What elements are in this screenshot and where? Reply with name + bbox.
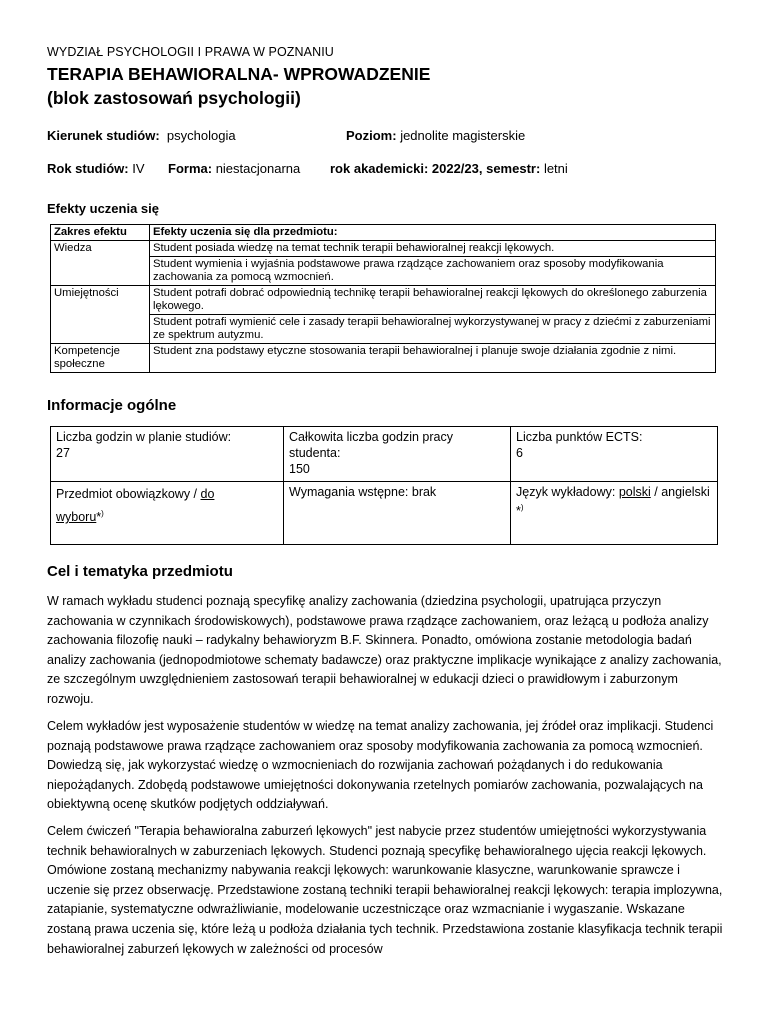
row-label-umiejetnosci: Umiejętności <box>51 286 150 344</box>
paragraph-lecture-scope: W ramach wykładu studenci poznają specyfikę analizy zachowania (dziedzina psychologii, upatrująca przyczyn zachowania w czynnikach środowiskowych), podstawowe prawa rządzące zachowaniem, oraz leżącą u podłoża analizy zachowania filozofię nauki – radykalny behawioryzm B.F. Skinnera. Ponadto, omówiona zostanie metodologia badań analizy zachowania (jednopodmiotowe schematy badawcze) oraz praktyczne implikacje wynikające z analizy zachowania, ze szczególnym uwzględnieniem zastosowań terapii behawioralnej w edukacji dzieci o prawidłowym i zaburzonym rozwoju. <box>47 594 722 706</box>
outcome-cell: Student zna podstawy etyczne stosowania terapii behawioralnej i planuje swoje działania zgodnie z nimi. <box>150 344 716 373</box>
poziom-value: jednolite magisterskie <box>400 128 526 143</box>
faculty-name: WYDZIAŁ PSYCHOLOGII I PRAWA W POZNANIU <box>47 45 334 59</box>
akad-value: letni <box>543 161 568 176</box>
language-star: * <box>516 504 521 519</box>
efekty-heading: Efekty uczenia się <box>47 201 159 216</box>
kierunek-label: Kierunek studiów: <box>47 128 160 143</box>
table-row <box>51 344 716 373</box>
total-hours-cell <box>284 427 511 482</box>
outcome-cell: Student wymienia i wyjaśnia podstawowe prawa rządzące zachowaniem oraz sposoby modyfikowania zachowania za pomocą wzmocnień. <box>150 257 716 286</box>
language-label: Język wykładowy: <box>516 485 619 499</box>
course-type-do: do <box>200 487 215 501</box>
table-header-row <box>51 225 716 241</box>
course-title: TERAPIA BEHAWIORALNA- WPROWADZENIE <box>47 64 431 84</box>
rok-field <box>47 161 145 176</box>
rok-label: Rok studiów: <box>47 161 129 176</box>
forma-value: niestacjonarna <box>215 161 301 176</box>
outcome-cell: Student potrafi wymienić cele i zasady terapii behawioralnej wykorzystywanej w pracy z dziećmi z zaburzeniami ze spektrum autyzmu. <box>150 315 716 344</box>
outcome-cell: Student posiada wiedzę na temat technik terapii behawioralnej reakcji lękowych. <box>150 241 716 257</box>
table-row <box>51 286 716 315</box>
outcome-cell: Student potrafi dobrać odpowiednią technikę terapii behawioralnej reakcji lękowych do określonego zaburzenia lękowego. <box>150 286 716 315</box>
row-label-kompetencje: Kompetencje społeczne <box>51 344 150 373</box>
akad-field <box>330 161 568 176</box>
language-polski: polski <box>618 485 651 499</box>
total-hours-value: 150 <box>289 462 310 476</box>
course-type-text: Przedmiot obowiązkowy / <box>56 487 201 501</box>
poziom-field <box>346 128 525 143</box>
language-cell <box>511 482 718 545</box>
hours-value: 27 <box>56 446 70 460</box>
rok-value: IV <box>132 161 145 176</box>
course-subtitle: (blok zastosowań psychologii) <box>47 88 301 108</box>
table-row <box>51 427 718 482</box>
table-row <box>51 482 718 545</box>
ects-label: Liczba punktów ECTS: <box>516 430 643 444</box>
forma-field <box>168 161 300 176</box>
akad-label: rok akademicki: 2022/23, semestr: <box>330 161 541 176</box>
course-type-wyboru: wyboru <box>56 510 97 525</box>
hours-label: Liczba godzin w planie studiów: <box>56 430 232 444</box>
prerequisites-cell: Wymagania wstępne: brak <box>284 482 511 545</box>
general-info-table <box>50 426 718 545</box>
paragraph-exercises-goal: Celem ćwiczeń "Terapia behawioralna zaburzeń lękowych" jest nabycie przez studentów umiejętności wykorzystywania technik behawioralnych w zaburzeniach lękowych. Studenci poznają specyfikę behawioralnego ujęcia reakcji lękowych. Omówione zostaną mechanizmy nabywania reakcji lękowych: warunkowanie klasyczne, warunkowanie sprawcze i uczenie się przez obserwację. Przedstawione zostaną techniki terapii behawioralnej reakcji lękowych: terapia implozywna, zatapianie, systematyczne odwrażliwianie, modelowanie uczestniczące oraz wzmacnianie i wygaszanie. Wskazane zostaną prawa uczenia się, które leżą u podłoża działania tych technik. Przedstawiona zostanie klasyfikacja technik terapii behawioralnej zaburzeń lękowych w zależności od procesów <box>47 824 723 956</box>
hours-cell <box>51 427 284 482</box>
row-label-wiedza: Wiedza <box>51 241 150 286</box>
footnote-paren: ) <box>101 509 104 518</box>
ects-cell <box>511 427 718 482</box>
info-heading: Informacje ogólne <box>47 397 177 414</box>
table-row <box>51 257 716 286</box>
kierunek-value: psychologia <box>166 128 236 143</box>
col-zakres: Zakres efektu <box>51 225 150 241</box>
footnote-star: * <box>96 510 102 525</box>
learning-outcomes-table <box>50 224 716 373</box>
course-type-cell <box>51 482 284 545</box>
poziom-label: Poziom: <box>346 128 397 143</box>
language-sup: ) <box>520 503 524 512</box>
forma-label: Forma: <box>168 161 213 176</box>
table-row <box>51 241 716 257</box>
col-efekty: Efekty uczenia się dla przedmiotu: <box>150 225 716 241</box>
cel-heading: Cel i tematyka przedmiotu <box>47 563 233 580</box>
table-row <box>51 315 716 344</box>
kierunek-field <box>47 128 236 143</box>
ects-value: 6 <box>516 446 523 460</box>
paragraph-lecture-goal: Celem wykładów jest wyposażenie studentów w wiedzę na temat analizy zachowania, jej źródeł oraz implikacji. Studenci poznają podstawowe prawa rządzące zachowaniem oraz sposoby modyfikowania zachowania za pomocą wzmocnień. Dowiedzą się, jak wykorzystać wiedzę o wzmocnieniach do rozwijania zachowań pożądanych i do redukowania niepożądanych. Zdobędą podstawowe umiejętności dokonywania rzetelnych pomiarów zachowania, pozwalających na obiektywną ocenę skutków podjętych oddziaływań. <box>47 719 714 812</box>
total-hours-label: Całkowita liczba godzin pracy studenta: <box>289 430 453 460</box>
language-rest: / angielski <box>650 485 710 499</box>
